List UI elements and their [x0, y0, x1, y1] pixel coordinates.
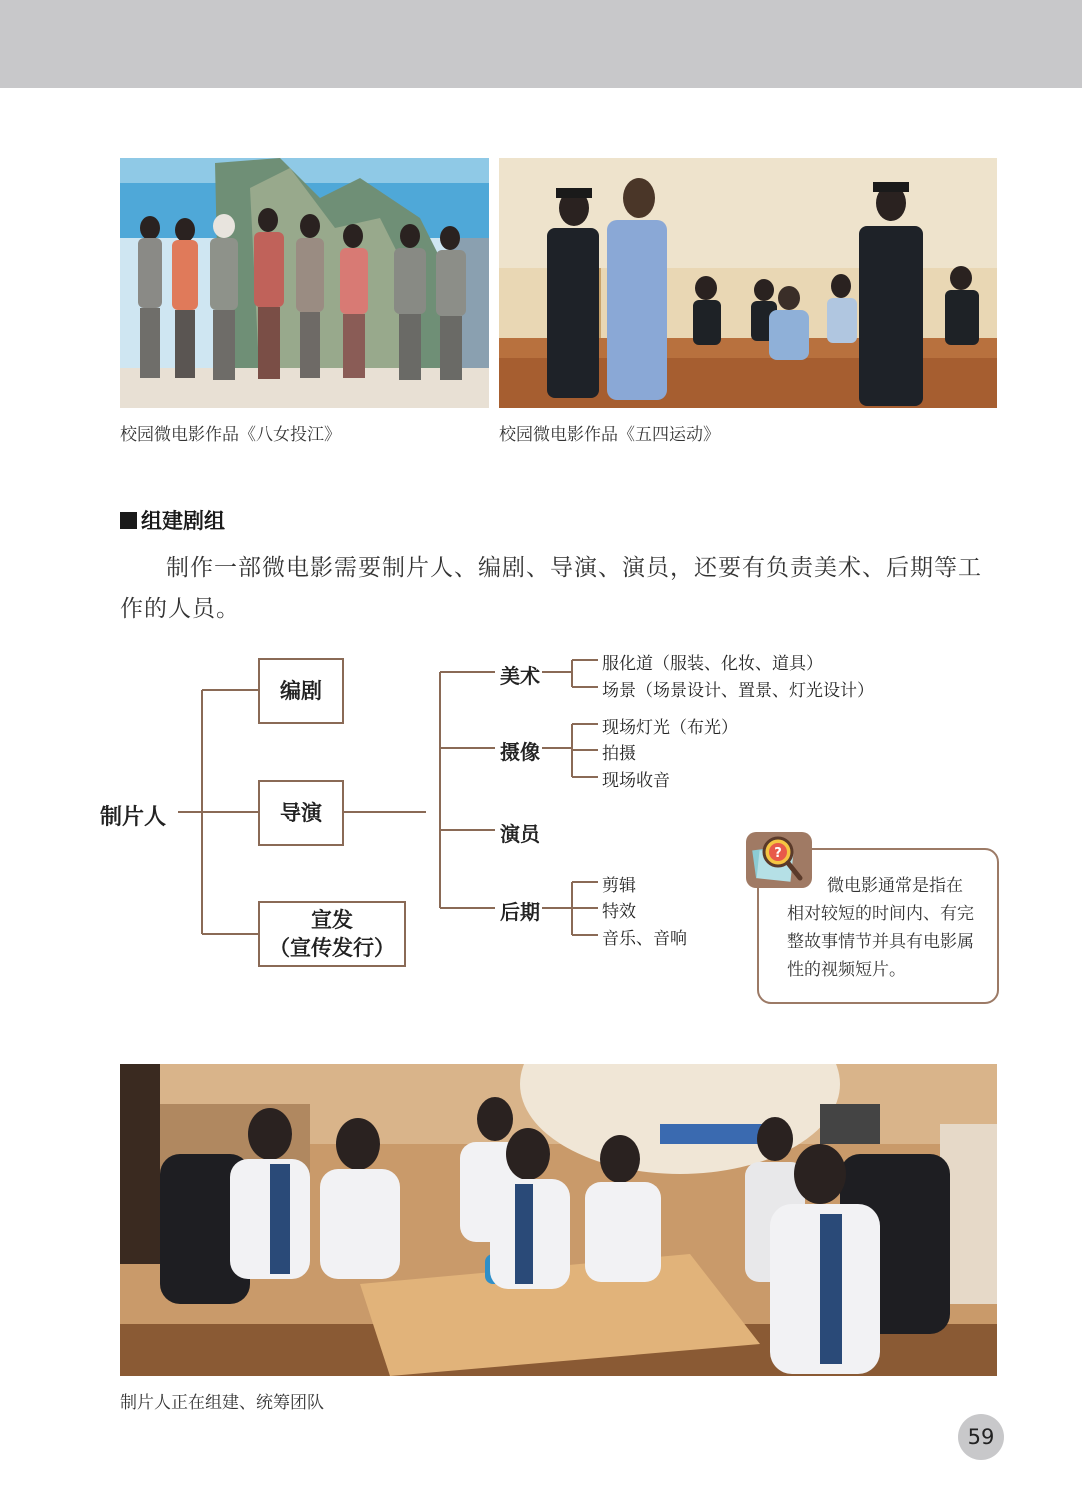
node-director	[258, 780, 344, 846]
photo-classroom-scene	[499, 158, 997, 408]
node-screenwriter	[258, 658, 344, 724]
question-magnifier-icon	[744, 830, 814, 890]
leaf-camera-shooting: 拍摄	[602, 744, 636, 764]
leaf-post-editing: 剪辑	[602, 876, 636, 896]
definition-text: 微电影通常是指在相对较短的时间内、有完整故事情节并具有电影属性的视频短片。	[787, 876, 974, 980]
node-publicity	[258, 901, 406, 967]
node-screenwriter-label: 编剧	[280, 678, 322, 703]
top-bar	[0, 0, 1082, 88]
node-publicity-line2: （宣传发行）	[269, 935, 395, 960]
node-camera: 摄像	[500, 740, 540, 764]
heading-square-icon	[120, 512, 137, 529]
node-publicity-line1: 宣发	[311, 907, 353, 932]
leaf-post-audio: 音乐、音响	[602, 929, 687, 949]
section-heading-text: 组建剧组	[141, 509, 225, 533]
node-producer: 制片人	[100, 804, 167, 830]
photo1-caption: 校园微电影作品《八女投江》	[120, 425, 341, 445]
intro-paragraph: 制作一部微电影需要制片人、编剧、导演、演员，还要有负责美术、后期等工作的人员。	[120, 555, 982, 622]
leaf-post-effects: 特效	[602, 902, 636, 922]
page-number: 59	[958, 1414, 1004, 1460]
photo3-caption: 制片人正在组建、统筹团队	[120, 1393, 324, 1413]
node-art: 美术	[500, 664, 540, 688]
leaf-camera-sound: 现场收音	[602, 771, 670, 791]
leaf-camera-lighting: 现场灯光（布光）	[602, 718, 738, 738]
node-post: 后期	[500, 900, 540, 924]
photo-stage-performance	[120, 158, 489, 408]
section-heading	[120, 505, 225, 535]
photo-team-meeting	[120, 1064, 997, 1376]
leaf-art-costume: 服化道（服装、化妆、道具）	[602, 654, 823, 674]
node-actors: 演员	[500, 822, 540, 846]
photo2-caption: 校园微电影作品《五四运动》	[499, 425, 720, 445]
svg-text:?: ?	[774, 846, 782, 861]
node-director-label: 导演	[280, 800, 322, 825]
leaf-art-scene: 场景（场景设计、置景、灯光设计）	[602, 681, 874, 701]
